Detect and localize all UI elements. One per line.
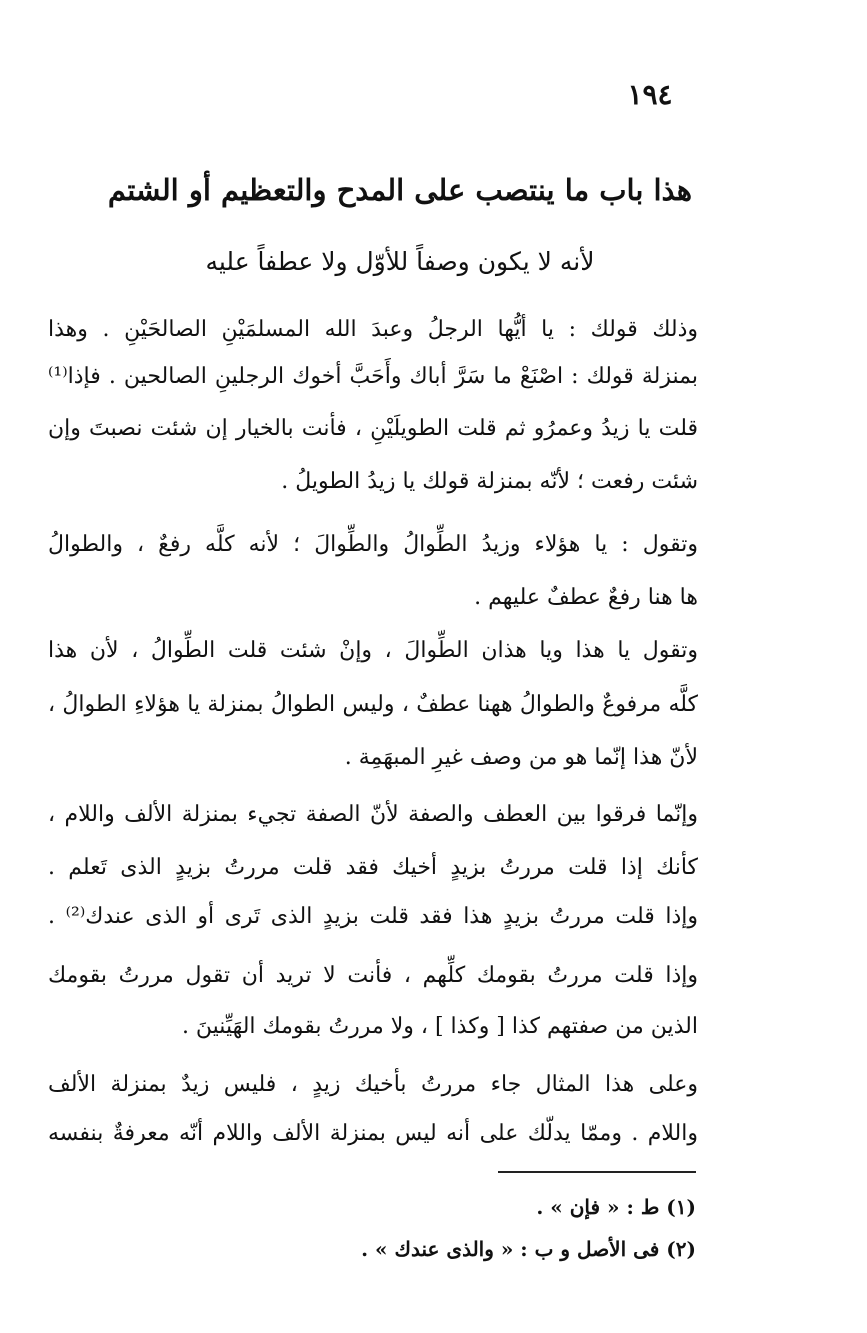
page-number: ١٩٤ xyxy=(627,78,673,111)
body-line: الذين من صفتهم كذا [ وكذا ] ، ولا مررتُ بقومك الهَيِّنينَ . xyxy=(181,1014,698,1039)
body-line: قلت يا زيدُ وعمرُو ثم قلت الطويلَيْنِ ، فأنت بالخيار إن شئت نصبتَ وإن xyxy=(48,416,698,441)
body-line: لأنّ هذا إنّما هو من وصف غيرِ المبهَمِة . xyxy=(344,745,698,770)
body-line: وعلى هذا المثال جاء مررتُ بأخيك زيدٍ ، فليس زيدٌ بمنزلة الألف xyxy=(48,1072,698,1097)
body-line: بمنزلة قولك : اصْنَعْ ما سَرَّ أباك وأَحَبَّ أخوك الرجلينِ الصالحين . فإذا⁽¹⁾ xyxy=(48,364,698,389)
footnote: (١) ط : « فإن » . xyxy=(536,1195,696,1219)
footnote: (٢) فى الأصل و ب : « والذى عندك » . xyxy=(361,1237,696,1261)
body-line: وإذا قلت مررتُ بقومك كلِّهم ، فأنت لا تريد أن تقول مررتُ بقومك xyxy=(48,963,698,988)
body-line: وإنّما فرقوا بين العطف والصفة لأنّ الصفة تجيء بمنزلة الألف واللام ، xyxy=(48,802,698,827)
body-line: شئت رفعت ؛ لأنّه بمنزلة قولك يا زيدُ الطويلُ . xyxy=(281,469,698,494)
body-line: وذلك قولك : يا أيُّها الرجلُ وعبدَ الله المسلمَيْنِ الصالحَيْنِ . وهذا xyxy=(48,317,698,342)
body-line: وإذا قلت مررتُ بزيدٍ هذا فقد قلت بزيدٍ الذى تَرى أو الذى عندك⁽²⁾ . xyxy=(48,904,699,929)
body-line: كلَّه مرفوعٌ والطوالُ ههنا عطفٌ ، وليس الطوالُ بمنزلة يا هؤلاءِ الطوالُ ، xyxy=(48,692,698,717)
body-line: وتقول يا هذا ويا هذان الطِّوالَ ، وإنْ شئت قلت الطِّوالُ ، لأن هذا xyxy=(48,638,698,663)
chapter-title: هذا باب ما ينتصب على المدح والتعظيم أو الشتم xyxy=(107,173,693,207)
body-line: وتقول : يا هؤلاء وزيدُ الطِّوالُ والطِّوالَ ؛ لأنه كلَّه رفعٌ ، والطوالُ xyxy=(48,532,698,557)
body-line: كأنك إذا قلت مررتُ بزيدٍ أخيك فقد قلت مررتُ بزيدٍ الذى تَعلم . xyxy=(48,855,698,880)
body-line: ها هنا رفعٌ عطفٌ عليهم . xyxy=(474,585,698,610)
body-line: واللام . وممّا يدلّك على أنه ليس بمنزلة الألف واللام أنّه معرفةٌ بنفسه xyxy=(48,1121,698,1146)
footnote-divider xyxy=(498,1171,696,1173)
chapter-subtitle: لأنه لا يكون وصفاً للأوّل ولا عطفاً عليه xyxy=(205,247,595,276)
